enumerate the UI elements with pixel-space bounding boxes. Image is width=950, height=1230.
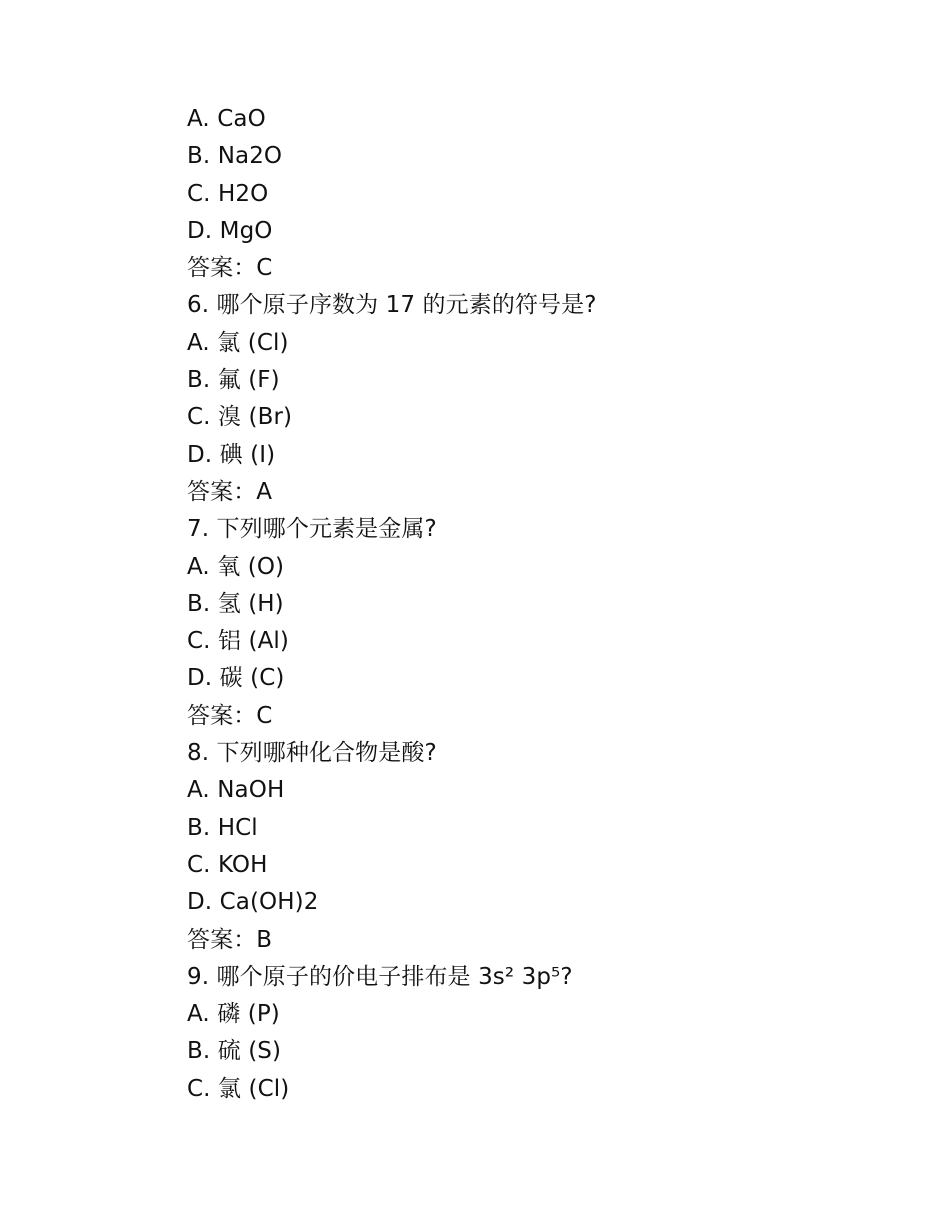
option-line: A. NaOH [187, 777, 285, 804]
option-line: D. MgO [187, 217, 273, 244]
option-line: D. 碳 (C) [187, 665, 285, 692]
option-line: A. CaO [187, 106, 266, 132]
option-line: A. 氯 (Cl) [187, 329, 289, 356]
option-line: C. 铝 (Al) [187, 628, 289, 655]
answer-line: 答案：B [187, 926, 273, 953]
answer-line: 答案：A [187, 478, 273, 505]
option-line: A. 氧 (O) [187, 553, 285, 580]
option-line: B. HCl [187, 814, 258, 841]
question-line: 7. 下列哪个元素是金属? [187, 516, 437, 543]
option-line: C. H2O [187, 180, 269, 207]
question-line: 9. 哪个原子的价电子排布是 3s² 3p⁵? [187, 963, 573, 990]
option-line: B. Na2O [187, 143, 283, 170]
answer-line: 答案：C [187, 702, 273, 729]
option-line: B. 氢 (H) [187, 590, 284, 617]
option-line: D. 碘 (I) [187, 441, 276, 468]
option-line: C. 溴 (Br) [187, 404, 293, 431]
option-line: B. 氟 (F) [187, 367, 280, 394]
option-line: D. Ca(OH)2 [187, 889, 319, 916]
option-line: C. KOH [187, 851, 268, 878]
option-line: A. 磷 (P) [187, 1001, 280, 1028]
option-line: C. 氯 (Cl) [187, 1075, 290, 1102]
question-line: 6. 哪个原子序数为 17 的元素的符号是? [187, 292, 597, 319]
question-text-block [187, 101, 867, 1108]
question-line: 8. 下列哪种化合物是酸? [187, 740, 437, 767]
answer-line: 答案：C [187, 255, 273, 282]
option-line: B. 硫 (S) [187, 1038, 282, 1065]
